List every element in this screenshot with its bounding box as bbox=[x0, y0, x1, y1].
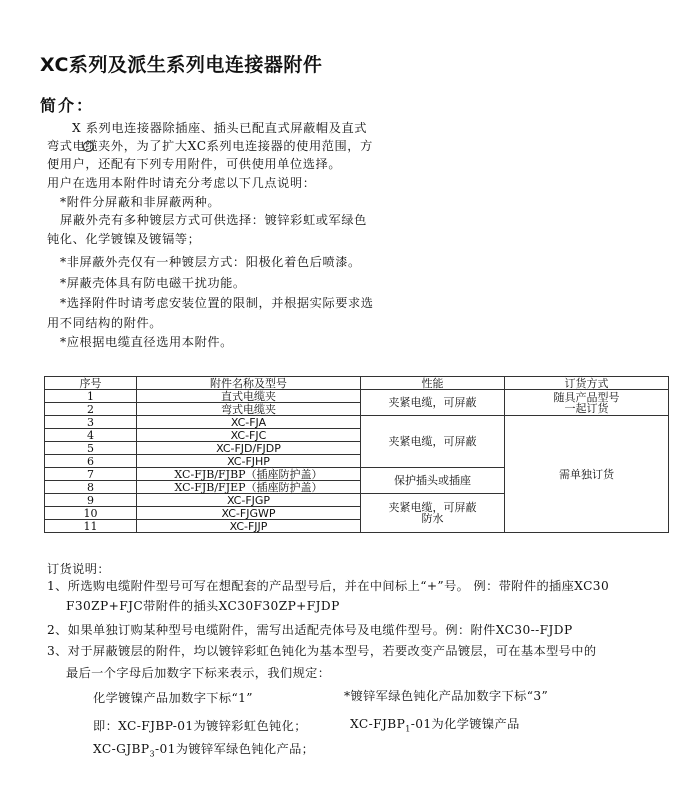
intro-line: *屏蔽壳体具有防电磁干扰功能。 bbox=[60, 276, 246, 290]
intro-line: 用户在选用本附件时请充分考虑以下几点说明： bbox=[47, 176, 316, 190]
intro-line: X 系列电连接器除插座、插头已配直式屏蔽帽及直式 bbox=[72, 121, 368, 135]
table-row: 8 XC-FJB/FJEP（插座防护盖） bbox=[45, 481, 669, 494]
ordering-heading: 订货说明： bbox=[47, 562, 110, 576]
table-row: 10 XC-FJGWP bbox=[45, 507, 669, 520]
ordering-item-3: 3、对于屏蔽镀层的附件，均以镀锌彩虹色钝化为基本型号，若要改变产品镀层，可在基本型号中的 bbox=[47, 644, 597, 658]
perf-cell: 夹紧电缆，可屏蔽 防水 bbox=[361, 494, 505, 533]
table-row: 3 XC-FJA 夹紧电缆，可屏蔽 需单独订货 bbox=[45, 416, 669, 429]
page-title: XC系列及派生系列电连接器附件 bbox=[40, 54, 323, 76]
intro-line: 便用户，还配有下列专用附件，可供使用单位选择。 bbox=[47, 157, 342, 171]
ordering-item-2: 2、如果单独订购某种型号电缆附件，需写出适配壳体号及电缆件型号。例：附件XC30--FJDP bbox=[47, 623, 573, 637]
perf-cell: 夹紧电缆，可屏蔽 bbox=[361, 390, 505, 416]
perf-cell: 保护插头或插座 bbox=[361, 468, 505, 494]
intro-line: *附件分屏蔽和非屏蔽两种。 bbox=[60, 195, 221, 209]
intro-line: 用不同结构的附件。 bbox=[47, 316, 163, 330]
perf-cell: 夹紧电缆，可屏蔽 bbox=[361, 416, 505, 468]
table-row: 5 XC-FJD/FJDP bbox=[45, 442, 669, 455]
example-2: $XC-FJBP_1-01$为化学镀镍产品 bbox=[350, 717, 520, 734]
ordering-item-1-cont: F30ZP+FJC带附件的插头XC30F30ZP+FJDP bbox=[66, 599, 340, 613]
intro-line: 钝化、化学镀镍及镀镉等； bbox=[47, 232, 201, 246]
table-row: 7 XC-FJB/FJBP（插座防护盖） 保护插头或插座 bbox=[45, 468, 669, 481]
intro-line: *选择附件时请考虑安装位置的限制，并根据实际要求选 bbox=[60, 296, 374, 310]
ordering-item-1: 1、所选购电缆附件型号可写在想配套的产品型号后，并在中间标上“+”号。 例：带附件的插座XC30 bbox=[47, 579, 610, 593]
header-ordering: 订货方式 bbox=[505, 377, 669, 390]
table-row: 11 XC-FJJP bbox=[45, 520, 669, 533]
example-1: 即：XC-FJBP-01为镀锌彩虹色钝化； bbox=[93, 719, 307, 733]
order-cell: 需单独订货 bbox=[505, 416, 669, 533]
intro-line: *应根据电缆直径选用本附件。 bbox=[60, 335, 233, 349]
header-no: 序号 bbox=[45, 377, 137, 390]
rule-green: *镀锌军绿色钝化产品加数字下标“3” bbox=[344, 689, 549, 703]
intro-line: *非屏蔽外壳仅有一种镀层方式：阳极化着色后喷漆。 bbox=[60, 255, 361, 269]
scribble-mark-icon bbox=[83, 141, 94, 152]
header-name: 附件名称及型号 bbox=[137, 377, 361, 390]
example-3: $XC-GJBP_3-01$为镀锌军绿色钝化产品； bbox=[93, 742, 315, 759]
table-row: 4 XC-FJC bbox=[45, 429, 669, 442]
rule-nickel: 化学镀镍产品加数字下标“1” bbox=[93, 691, 253, 705]
header-performance: 性能 bbox=[361, 377, 505, 390]
table-row: 6 XC-FJHP bbox=[45, 455, 669, 468]
table-row: 9 XC-FJGP 夹紧电缆，可屏蔽 防水 bbox=[45, 494, 669, 507]
table-row: 1 直式电缆夹 夹紧电缆，可屏蔽 随具产品型号 一起订货 bbox=[45, 390, 669, 403]
ordering-item-3-cont: 最后一个字母后加数字下标来表示，我们规定： bbox=[66, 666, 331, 680]
intro-heading: 简介： bbox=[40, 96, 95, 115]
table-row: 2 弯式电缆夹 bbox=[45, 403, 669, 416]
accessory-table bbox=[44, 376, 669, 533]
order-cell: 随具产品型号 一起订货 bbox=[505, 390, 669, 416]
intro-line: 弯式电缆夹外，为了扩大XC系列电连接器的使用范围，方 bbox=[47, 139, 373, 153]
intro-line: 屏蔽外壳有多种镀层方式可供选择：镀锌彩虹或军绿色 bbox=[60, 213, 367, 227]
